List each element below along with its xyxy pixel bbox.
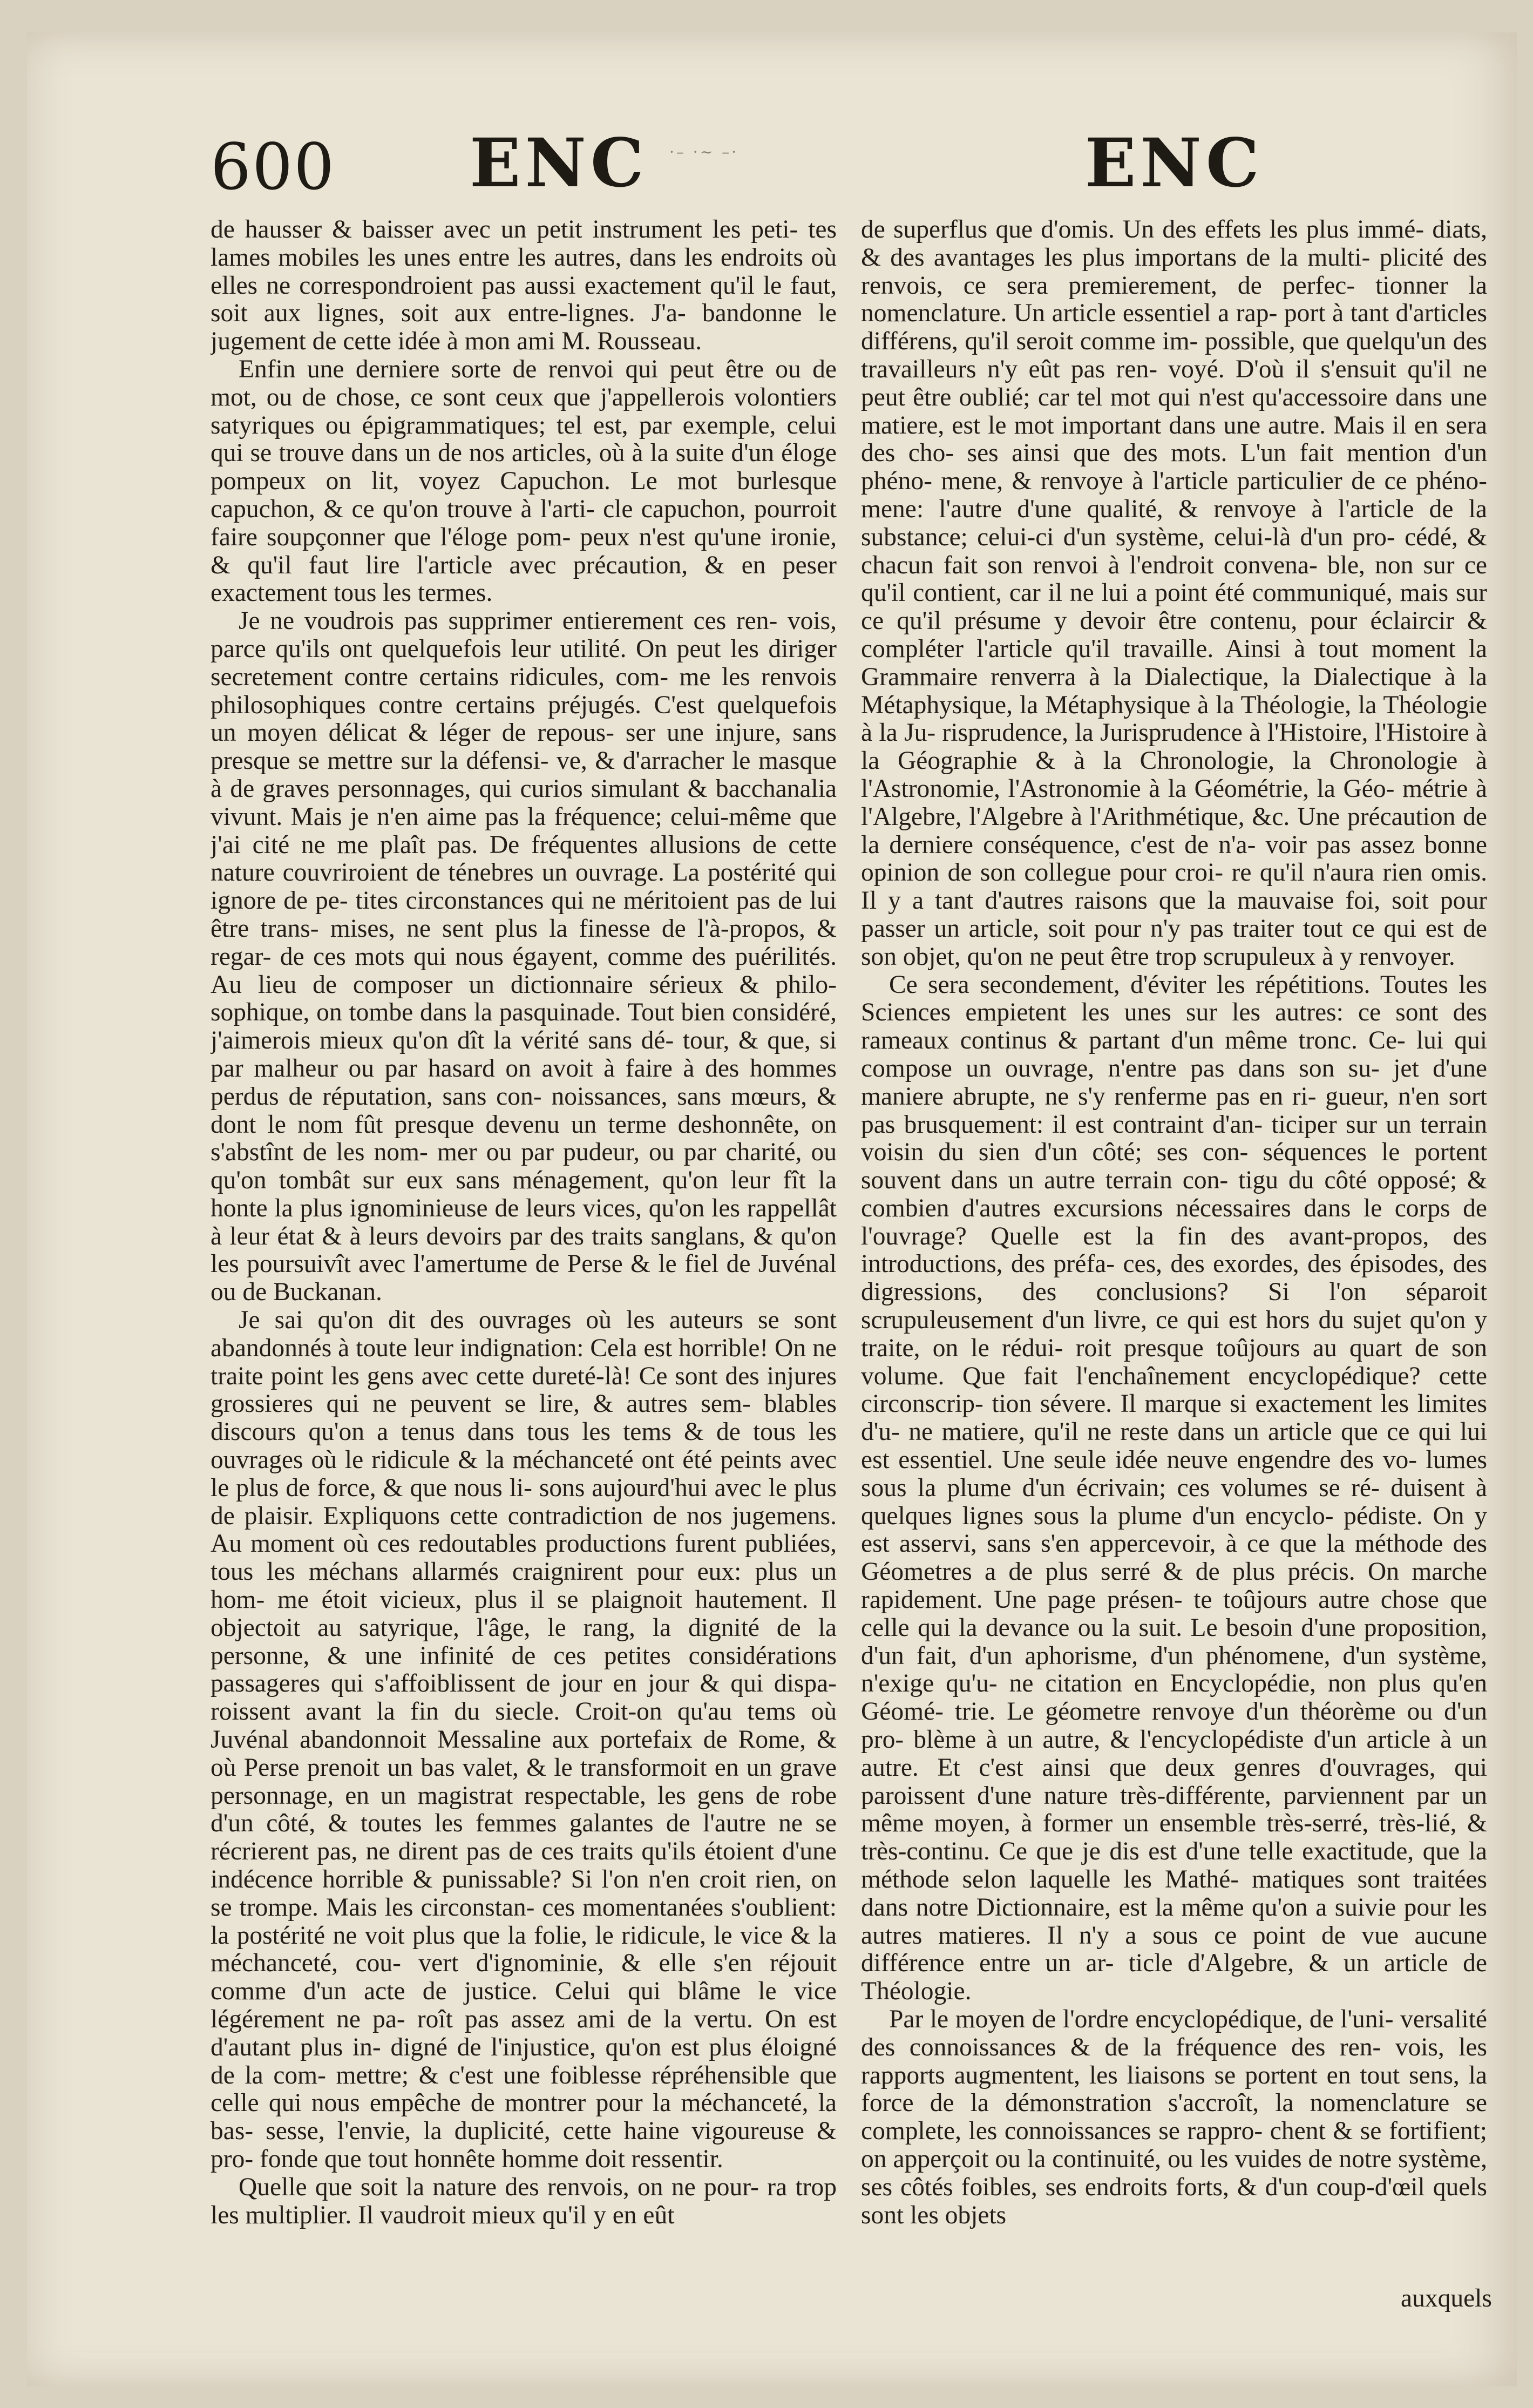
left-paragraph-4: Je sai qu'on dit des ouvrages où les auteurs se sont abandonnés à toute leur indignation: Cela est horrible! On ne traite point les gens avec cette dureté-là! Ce sont des injures grossieres qui ne peuvent se lire, & autres sem- blables discours qu'on a tenus dans tous les tems & de tous les ouvrages où le ridicule & la méchanceté ont été peints avec le plus de force, & que nous li- sons aujourd'hui avec le plus de plaisir. Expliquons cette contradiction de nos jugemens. Au moment où ces redoutables productions furent publiées, tous les méchans allarmés craignirent pour eux: plus un hom- me étoit vicieux, plus il se plaignoit hautement. Il objectoit au satyrique, l'âge, le rang, la dignité de la personne, & une infinité de ces petites considérations passageres qui s'affoiblissent de jour en jour & qui dispa- roissent avant la fin du siecle. Croit-on qu'au tems où Juvénal abandonnoit Messaline aux portefaix de Rome, & où Perse prenoit un bas valet, & le transformoit en un grave personnage, en un magistrat respectable, les gens de robe d'un côté, & toutes les femmes galantes de l'autre ne se récrierent pas, ne dirent pas de ces traits qu'ils étoient d'une indécence horrible & punissable? Si l'on n'en croit rien, on se trompe. Mais les circonstan- ces momentanées s'oublient: la postérité ne voit plus que la folie, le ridicule, le vice & la méchanceté, cou- vert d'ignominie, & elle s'en réjouit comme d'un acte de justice. Celui qui blâme le vice légérement ne pa- roît pas assez ami de la vertu. On est d'autant plus in- digné de l'injustice, qu'on est plus éloigné de la com- mettre; & c'est une foiblesse répréhensible que celle qui nous empêche de montrer pour la méchanceté, la bas- sesse, l'envie, la duplicité, cette haine vigoureuse & pro- fonde que tout honnête homme doit ressentir. [211,1306,837,2173]
page-header [27,32,1517,204]
left-paragraph-2: Enfin une derniere sorte de renvoi qui peut être ou de mot, ou de chose, ce sont ceux que j'appellerois volontiers satyriques ou épigrammatiques; tel est, par exemple, celui qui se trouve dans un de nos articles, où à la suite d'un éloge pompeux on lit, voyez Capuchon. Le mot burlesque capuchon, & ce qu'on trouve à l'arti- cle capuchon, pourroit faire soupçonner que l'éloge pom- peux n'est qu'une ironie, & qu'il faut lire l'article avec précaution, & en peser exactement tous les termes. [211,355,837,607]
right-paragraph-2: Ce sera secondement, d'éviter les répétitions. Toutes les Sciences empietent les unes sur les autres: ce sont des rameaux continus & partant d'un même tronc. Ce- lui qui compose un ouvrage, n'entre pas dans son su- jet d'une maniere abrupte, ne s'y renferme pas en ri- gueur, n'en sort pas brusquement: il est contraint d'an- ticiper sur un terrain voisin du sien d'un côté; ses con- séquences le portent souvent dans un autre terrain con- tigu du côté opposé; & combien d'autres excursions nécessaires dans le corps de l'ouvrage? Quelle est la fin des avant-propos, des introductions, des préfa- ces, des exordes, des épisodes, des digressions, des conclusions? Si l'on séparoit scrupuleusement d'un livre, ce qui est hors du sujet qu'on y traite, on le rédui- roit presque toûjours au quart de son volume. Que fait l'enchaînement encyclopédique? cette circonscrip- tion sévere. Il marque si exactement les limites d'u- ne matiere, qu'il ne reste dans un article que ce qui lui est essentiel. Une seule idée neuve engendre des vo- lumes sous la plume d'un écrivain; ces volumes se ré- duisent à quelques lignes sous la plume d'un encyclo- pédiste. On y est asservi, sans s'en appercevoir, à ce que la méthode des Géometres a de plus serré & de plus précis. On marche rapidement. Une page présen- te toûjours autre chose que celle qui la devance ou la suit. Le besoin d'une proposition, d'un fait, d'un aphorisme, d'un phénomene, d'un système, n'exige qu'u- ne citation en Encyclopédie, non plus qu'en Géomé- trie. Le géometre renvoye d'un théorème ou d'un pro- blème à un autre, & l'encyclopédiste d'un article à un autre. Et c'est ainsi que deux genres d'ouvrages, qui paroissent d'une nature très-différente, parviennent par un même moyen, à former un ensemble très-serré, très-lié, & très-continu. Ce que je dis est d'une telle exactitude, que la méthode selon laquelle les Mathé- matiques sont traitées dans notre Dictionnaire, est la même qu'on a suivie pour les autres matieres. Il n'y a sous ce point de vue aucune différence entre un ar- ticle d'Algebre, & un article de Théologie. [861,970,1487,2006]
right-column [861,216,1487,2311]
left-column [211,216,837,2311]
right-paragraph-1: de superflus que d'omis. Un des effets les plus immé- diats, & des avantages les plus importans de la multi- plicité des renvois, ce sera premierement, de perfec- tionner la nomenclature. Un article essentiel a rap- port à tant d'articles différens, qu'il seroit comme im- possible, que quelqu'un des travailleurs n'y eût pas ren- voyé. D'où il s'ensuit qu'il ne peut être oublié; car tel mot qui n'est qu'accessoire dans une matiere, est le mot important dans une autre. Mais il en sera des cho- ses ainsi que des mots. L'un fait mention d'un phéno- mene, & renvoye à l'article particulier de ce phéno- mene: l'autre d'une qualité, & renvoye à l'article de la substance; celui-ci d'un système, celui-là d'un pro- cédé, & chacun fait son renvoi à l'endroit convena- ble, non sur ce qu'il contient, car il ne lui a point été communiqué, mais sur ce qu'il présume y devoir être contenu, pour éclaircir & compléter l'article qu'il travaille. Ainsi à tout moment la Grammaire renverra à la Dialectique, la Dialectique à la Métaphysique, la Métaphysique à la Théologie, la Théologie à la Ju- risprudence, la Jurisprudence à l'Histoire, l'Histoire à la Géographie & à la Chronologie, la Chronologie à l'Astronomie, l'Astronomie à la Géométrie, la Géo- métrie à l'Algebre, l'Algebre à l'Arithmétique, &c. Une précaution de la derniere conséquence, c'est de n'a- voir pas assez bonne opinion de son collegue pour croi- re qu'il n'aura rien omis. Il y a tant d'autres raisons que la mauvaise foi, soit pour passer un article, soit pour n'y pas traiter tout ce qui est de son objet, qu'on ne peut être trop scrupuleux à y renvoyer. [861,216,1487,971]
right-paragraph-3: Par le moyen de l'ordre encyclopédique, de l'uni- versalité des connoissances & de la fréquence des ren- vois, les rapports augmentent, les liaisons se portent en tout sens, la force de la démonstration s'accroît, la nomenclature se complete, les connoissances se rappro- chent & se fortifient; on apperçoit ou la continuité, ou les vuides de notre système, ses côtés foibles, ses endroits forts, & d'un coup-d'œil quels sont les objets [861,2005,1487,2229]
running-head-right: ENC [1085,124,1264,202]
book-page [27,32,1517,2386]
left-paragraph-5: Quelle que soit la nature des renvois, on ne pour- ra trop les multiplier. Il vaudroit mieux qu'il y en eût [211,2173,837,2229]
left-paragraph-1: de hausser & baisser avec un petit instrument les peti- tes lames mobiles les unes entre les autres, dans les endroits où elles ne correspondroient pas aussi exactement qu'il le faut, soit aux lignes, soit aux entre-lignes. J'a- bandonne le jugement de cette idée à mon ami M. Rousseau. [211,216,837,356]
page-number: 600 [211,130,336,204]
left-paragraph-3: Je ne voudrois pas supprimer entierement ces ren- vois, parce qu'ils ont quelquefois leur utilité. On peut les diriger secretement contre certains ridicules, com- me les renvois philosophiques contre certains préjugés. C'est quelquefois un moyen délicat & léger de repous- ser une injure, sans presque se mettre sur la défensi- ve, & d'arracher le masque à de graves personnages, qui curios simulant & bacchanalia vivunt. Mais je n'en aime pas la fréquence; celui-même que j'ai cité ne me plaît pas. De fréquentes allusions de cette nature couvriroient de ténebres un ouvrage. La postérité qui ignore de pe- tites circonstances qui ne méritoient pas de lui être trans- mises, ne sent plus la finesse de l'à-propos, & regar- de ces mots qui nous égayent, comme des puérilités. Au lieu de composer un dictionnaire sérieux & philo- sophique, on tombe dans la pasquinade. Tout bien considéré, j'aimerois mieux qu'on dît la vérité sans dé- tour, & que, si par malheur ou par hasard on avoit à faire à des hommes perdus de réputation, sans con- noissances, sans mœurs, & dont le nom fût presque devenu un terme deshonnête, on s'abstînt de les nom- mer ou par pudeur, ou par charité, ou qu'on tombât sur eux sans ménagement, qu'on leur fît la honte la plus ignominieuse de leurs vices, qu'on les rappellât à leur état & à leurs devoirs par des traits sanglans, & qu'on les poursuivît avec l'amertume de Perse & le fiel de Juvénal ou de Buckanan. [211,607,837,1307]
catchword: auxquels [1401,2284,1492,2312]
running-head-left: ENC [470,124,648,202]
header-ornament: ·– ·~ –· [669,143,738,161]
